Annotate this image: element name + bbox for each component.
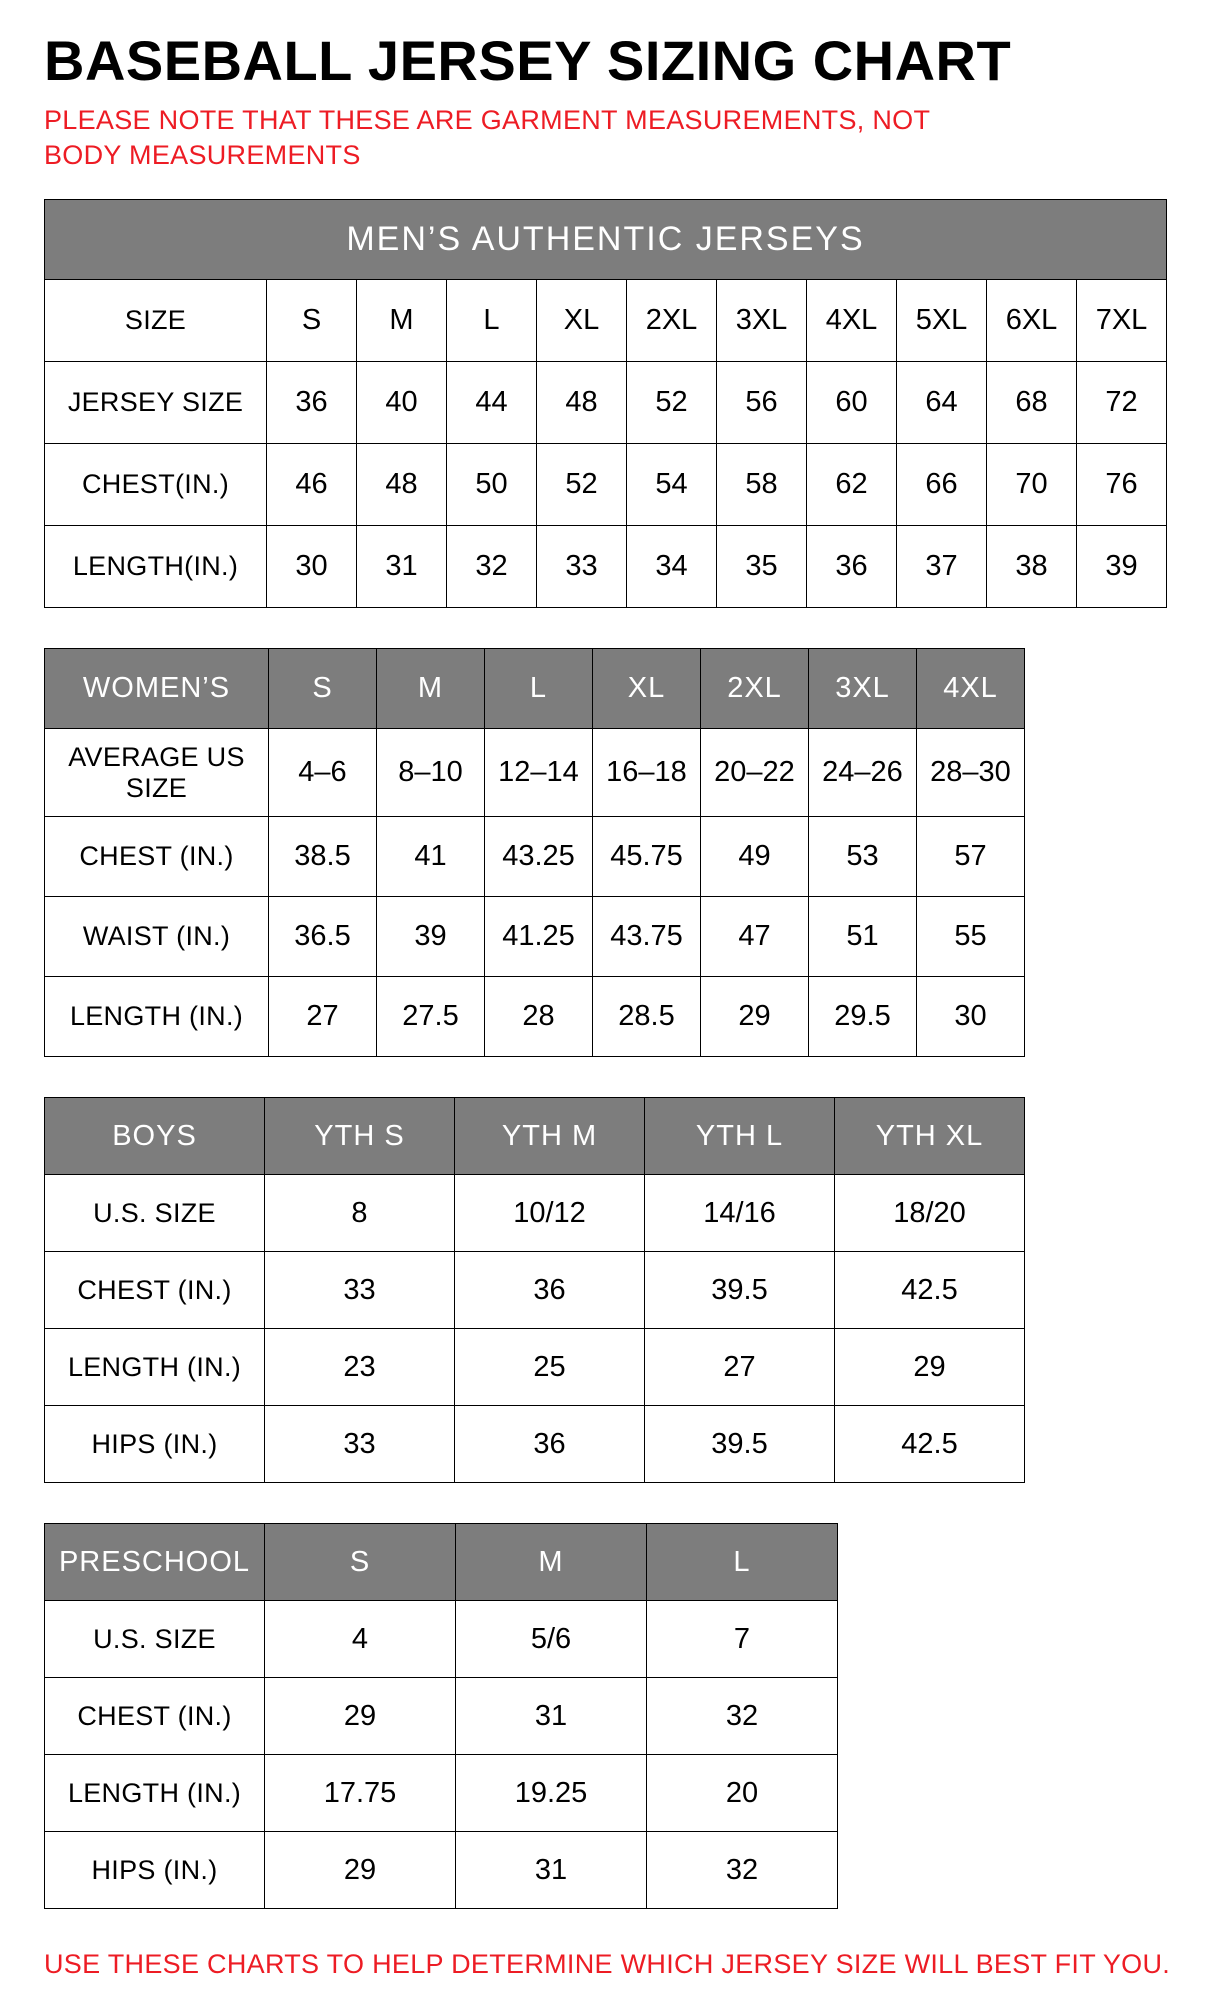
- table-cell: 31: [456, 1678, 647, 1755]
- table-cell: 39: [377, 897, 485, 977]
- table-cell: 27.5: [377, 977, 485, 1057]
- mens-jerseys-table: [44, 199, 1167, 608]
- column-header: 2XL: [701, 649, 809, 729]
- table-header-row: [45, 649, 1025, 729]
- row-label: LENGTH (IN.): [45, 1755, 265, 1832]
- table-cell: 41.25: [485, 897, 593, 977]
- table-cell: 32: [447, 526, 537, 608]
- table-cell: 50: [447, 444, 537, 526]
- garment-measurement-note: PLEASE NOTE THAT THESE ARE GARMENT MEASUREMENTS, NOT BODY MEASUREMENTS: [44, 105, 930, 171]
- table-row: [45, 444, 1167, 526]
- table-cell: 8–10: [377, 729, 485, 817]
- table-cell: L: [447, 280, 537, 362]
- table-cell: 30: [267, 526, 357, 608]
- table-cell: 66: [897, 444, 987, 526]
- table-title-cell: BOYS: [45, 1098, 265, 1175]
- table-cell: 57: [917, 817, 1025, 897]
- column-header: 4XL: [917, 649, 1025, 729]
- table-cell: 43.75: [593, 897, 701, 977]
- table-cell: 42.5: [835, 1406, 1025, 1483]
- table-title-cell: WOMEN’S: [45, 649, 269, 729]
- table-cell: 4–6: [269, 729, 377, 817]
- table-cell: 68: [987, 362, 1077, 444]
- column-header: YTH XL: [835, 1098, 1025, 1175]
- table-cell: 56: [717, 362, 807, 444]
- fit-advice-footer: USE THESE CHARTS TO HELP DETERMINE WHICH JERSEY SIZE WILL BEST FIT YOU.: [44, 1949, 1171, 1980]
- table-cell: 34: [627, 526, 717, 608]
- table-cell: 44: [447, 362, 537, 444]
- table-cell: 38.5: [269, 817, 377, 897]
- column-header: YTH M: [455, 1098, 645, 1175]
- table-cell: 29.5: [809, 977, 917, 1057]
- table-cell: 49: [701, 817, 809, 897]
- table-cell: 29: [701, 977, 809, 1057]
- table-cell: 52: [627, 362, 717, 444]
- table-cell: 28–30: [917, 729, 1025, 817]
- table-row: [45, 1755, 838, 1832]
- table-cell: 54: [627, 444, 717, 526]
- table-row: [45, 1252, 1025, 1329]
- table-cell: 55: [917, 897, 1025, 977]
- row-label: CHEST(IN.): [45, 444, 267, 526]
- table-cell: 32: [647, 1678, 838, 1755]
- row-label: JERSEY SIZE: [45, 362, 267, 444]
- table-cell: 17.75: [265, 1755, 456, 1832]
- table-cell: 48: [537, 362, 627, 444]
- table-row: [45, 897, 1025, 977]
- table-header-row: [45, 1098, 1025, 1175]
- table-cell: 33: [265, 1406, 455, 1483]
- row-label: LENGTH (IN.): [45, 977, 269, 1057]
- table-cell: 42.5: [835, 1252, 1025, 1329]
- column-header: L: [485, 649, 593, 729]
- table-cell: XL: [537, 280, 627, 362]
- table-cell: 24–26: [809, 729, 917, 817]
- preschool-jerseys-table: [44, 1523, 838, 1909]
- table-cell: 43.25: [485, 817, 593, 897]
- row-label: AVERAGE US SIZE: [45, 729, 269, 817]
- table-cell: 20–22: [701, 729, 809, 817]
- table-cell: 48: [357, 444, 447, 526]
- table-cell: 2XL: [627, 280, 717, 362]
- table-cell: 5/6: [456, 1601, 647, 1678]
- table-cell: 14/16: [645, 1175, 835, 1252]
- row-label: U.S. SIZE: [45, 1601, 265, 1678]
- table-row: [45, 1175, 1025, 1252]
- row-label: HIPS (IN.): [45, 1406, 265, 1483]
- table-cell: 70: [987, 444, 1077, 526]
- table-cell: 62: [807, 444, 897, 526]
- table-cell: 32: [647, 1832, 838, 1909]
- column-header: YTH S: [265, 1098, 455, 1175]
- table-cell: 5XL: [897, 280, 987, 362]
- table-cell: S: [267, 280, 357, 362]
- table-cell: 36: [455, 1406, 645, 1483]
- table-cell: 19.25: [456, 1755, 647, 1832]
- table-cell: 40: [357, 362, 447, 444]
- row-label: HIPS (IN.): [45, 1832, 265, 1909]
- table-cell: 27: [269, 977, 377, 1057]
- table-cell: 37: [897, 526, 987, 608]
- table-cell: 23: [265, 1329, 455, 1406]
- table-cell: 27: [645, 1329, 835, 1406]
- table-row: [45, 280, 1167, 362]
- row-label: CHEST (IN.): [45, 817, 269, 897]
- table-cell: 52: [537, 444, 627, 526]
- table-cell: 20: [647, 1755, 838, 1832]
- row-label: LENGTH(IN.): [45, 526, 267, 608]
- table-cell: 6XL: [987, 280, 1077, 362]
- column-header: 3XL: [809, 649, 917, 729]
- table-cell: 51: [809, 897, 917, 977]
- column-header: M: [377, 649, 485, 729]
- table-cell: 33: [265, 1252, 455, 1329]
- table-cell: 10/12: [455, 1175, 645, 1252]
- table-row: [45, 817, 1025, 897]
- table-cell: 7XL: [1077, 280, 1167, 362]
- table-cell: 30: [917, 977, 1025, 1057]
- table-cell: 72: [1077, 362, 1167, 444]
- column-header: M: [456, 1524, 647, 1601]
- table-cell: 35: [717, 526, 807, 608]
- boys-jerseys-table: [44, 1097, 1025, 1483]
- table-cell: 29: [265, 1832, 456, 1909]
- table-row: [45, 1678, 838, 1755]
- table-cell: 36.5: [269, 897, 377, 977]
- table-cell: 36: [455, 1252, 645, 1329]
- table-cell: 31: [456, 1832, 647, 1909]
- row-label: U.S. SIZE: [45, 1175, 265, 1252]
- table-row: [45, 1601, 838, 1678]
- column-header: S: [269, 649, 377, 729]
- table-row: [45, 977, 1025, 1057]
- table-cell: 53: [809, 817, 917, 897]
- table-cell: 8: [265, 1175, 455, 1252]
- mens-table-title: MEN’S AUTHENTIC JERSEYS: [45, 200, 1167, 280]
- row-label: CHEST (IN.): [45, 1678, 265, 1755]
- column-header: YTH L: [645, 1098, 835, 1175]
- table-cell: 45.75: [593, 817, 701, 897]
- table-cell: 29: [835, 1329, 1025, 1406]
- table-cell: 25: [455, 1329, 645, 1406]
- table-cell: 12–14: [485, 729, 593, 817]
- table-row: [45, 1329, 1025, 1406]
- table-cell: 60: [807, 362, 897, 444]
- table-cell: 7: [647, 1601, 838, 1678]
- table-header-row: [45, 1524, 838, 1601]
- table-row: [45, 362, 1167, 444]
- table-cell: 41: [377, 817, 485, 897]
- table-cell: 46: [267, 444, 357, 526]
- table-cell: 39.5: [645, 1406, 835, 1483]
- womens-jerseys-table: [44, 648, 1025, 1057]
- table-cell: 29: [265, 1678, 456, 1755]
- table-row: [45, 1406, 1025, 1483]
- table-cell: 16–18: [593, 729, 701, 817]
- page-title: BASEBALL JERSEY SIZING CHART: [44, 29, 1012, 92]
- table-cell: 28.5: [593, 977, 701, 1057]
- table-cell: 58: [717, 444, 807, 526]
- table-cell: 47: [701, 897, 809, 977]
- table-cell: 64: [897, 362, 987, 444]
- table-cell: 3XL: [717, 280, 807, 362]
- table-title-cell: PRESCHOOL: [45, 1524, 265, 1601]
- table-cell: 39: [1077, 526, 1167, 608]
- table-cell: 76: [1077, 444, 1167, 526]
- table-row: [45, 526, 1167, 608]
- column-header: XL: [593, 649, 701, 729]
- table-row: [45, 729, 1025, 817]
- row-label: SIZE: [45, 280, 267, 362]
- table-cell: 28: [485, 977, 593, 1057]
- table-row: [45, 1832, 838, 1909]
- table-cell: 36: [807, 526, 897, 608]
- table-cell: 4XL: [807, 280, 897, 362]
- row-label: CHEST (IN.): [45, 1252, 265, 1329]
- row-label: WAIST (IN.): [45, 897, 269, 977]
- column-header: S: [265, 1524, 456, 1601]
- table-cell: 38: [987, 526, 1077, 608]
- column-header: L: [647, 1524, 838, 1601]
- table-cell: 31: [357, 526, 447, 608]
- table-cell: M: [357, 280, 447, 362]
- table-cell: 36: [267, 362, 357, 444]
- row-label: LENGTH (IN.): [45, 1329, 265, 1406]
- table-cell: 39.5: [645, 1252, 835, 1329]
- table-cell: 33: [537, 526, 627, 608]
- table-cell: 18/20: [835, 1175, 1025, 1252]
- table-cell: 4: [265, 1601, 456, 1678]
